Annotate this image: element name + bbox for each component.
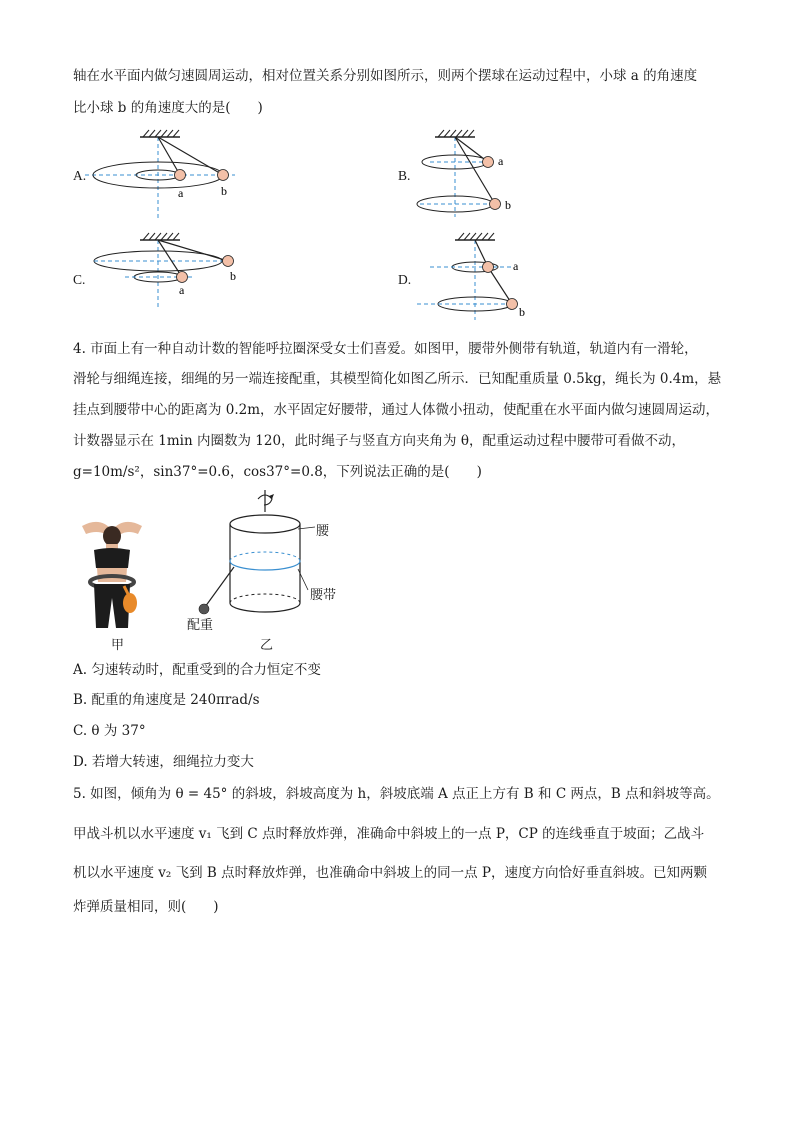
q3-c-ball-b-label: b [230,269,236,283]
q3-option-a-label: A. [73,168,87,183]
q4-option-c: C. θ 为 37° [73,723,146,739]
q4-caption-yi: 乙 [260,638,274,653]
q4-caption-jia: 甲 [111,638,125,653]
q3-option-b-label: B. [398,168,411,183]
q4-label-belt: 腰带 [310,588,337,603]
q4-option-b: B. 配重的角速度是 240πrad/s [73,692,260,708]
q3-figure-c [90,230,260,310]
q4-label-waist: 腰 [316,524,330,539]
q5-text-line-2: 甲战斗机以水平速度 v₁ 飞到 C 点时释放炸弹，准确命中斜坡上的一点 P，CP 的连线垂直于坡面；乙战斗 [73,826,705,842]
q3-d-ball-b-label: b [519,305,525,319]
q4-text-line-4: 计数器显示在 1min 内圈数为 120，此时绳子与竖直方向夹角为 θ，配重运动过程中腰带可看做不动， [73,433,685,449]
q3-b-ball-b-label: b [505,198,511,212]
q3-text-line-1: 轴在水平面内做匀速圆周运动，相对位置关系分别如图所示，则两个摆球在运动过程中，小球 a 的角速度 [73,68,698,84]
q4-text-line-5: g=10m/s²，sin37°=0.6，cos37°=0.8，下列说法正确的是( ) [73,464,482,480]
q4-text-line-2: 滑轮与细绳连接，细绳的另一端连接配重，其模型简化如图乙所示．已知配重质量 0.5kg，绳长为 0.4m，悬 [73,371,722,387]
q3-a-ball-b-label: b [221,184,227,198]
q3-a-ball-a-label: a [178,186,184,200]
q4-text-line-1: 4. 市面上有一种自动计数的智能呼拉圈深受女士们喜爱。如图甲，腰带外侧带有轨道，轨道内有一滑轮， [73,341,698,357]
q3-figure-b [415,125,555,220]
q4-option-d: D. 若增大转速，细绳拉力变大 [73,754,254,770]
q3-b-ball-a-label: a [498,154,504,168]
q3-figure-d [415,230,560,322]
q4-figure-yi-diagram [190,487,360,627]
q4-text-line-3: 挂点到腰带中心的距离为 0.2m，水平固定好腰带，通过人体微小扭动，使配重在水平面内做匀速圆周运动， [73,402,720,418]
q3-d-ball-a-label: a [513,259,519,273]
q3-c-ball-a-label: a [179,283,185,297]
q4-label-weight: 配重 [187,618,214,633]
q5-text-line-1: 5. 如图，倾角为 θ = 45° 的斜坡，斜坡高度为 h，斜坡底端 A 点正上方有 B 和 C 两点，B 点和斜坡等高。 [73,786,720,802]
q4-figure-jia-photo [72,518,152,628]
q3-text-line-2: 比小球 b 的角速度大的是( ) [73,100,263,116]
q5-text-line-3: 机以水平速度 v₂ 飞到 B 点时释放炸弹，也准确命中斜坡上的同一点 P，速度方向恰好垂直斜坡。已知两颗 [73,865,707,881]
q5-text-line-4: 炸弹质量相同，则( ) [73,899,219,915]
q3-option-d-label: D. [398,272,412,287]
q3-figure-a [85,125,265,225]
q4-option-a: A. 匀速转动时，配重受到的合力恒定不变 [73,662,321,678]
q3-option-c-label: C. [73,272,86,287]
